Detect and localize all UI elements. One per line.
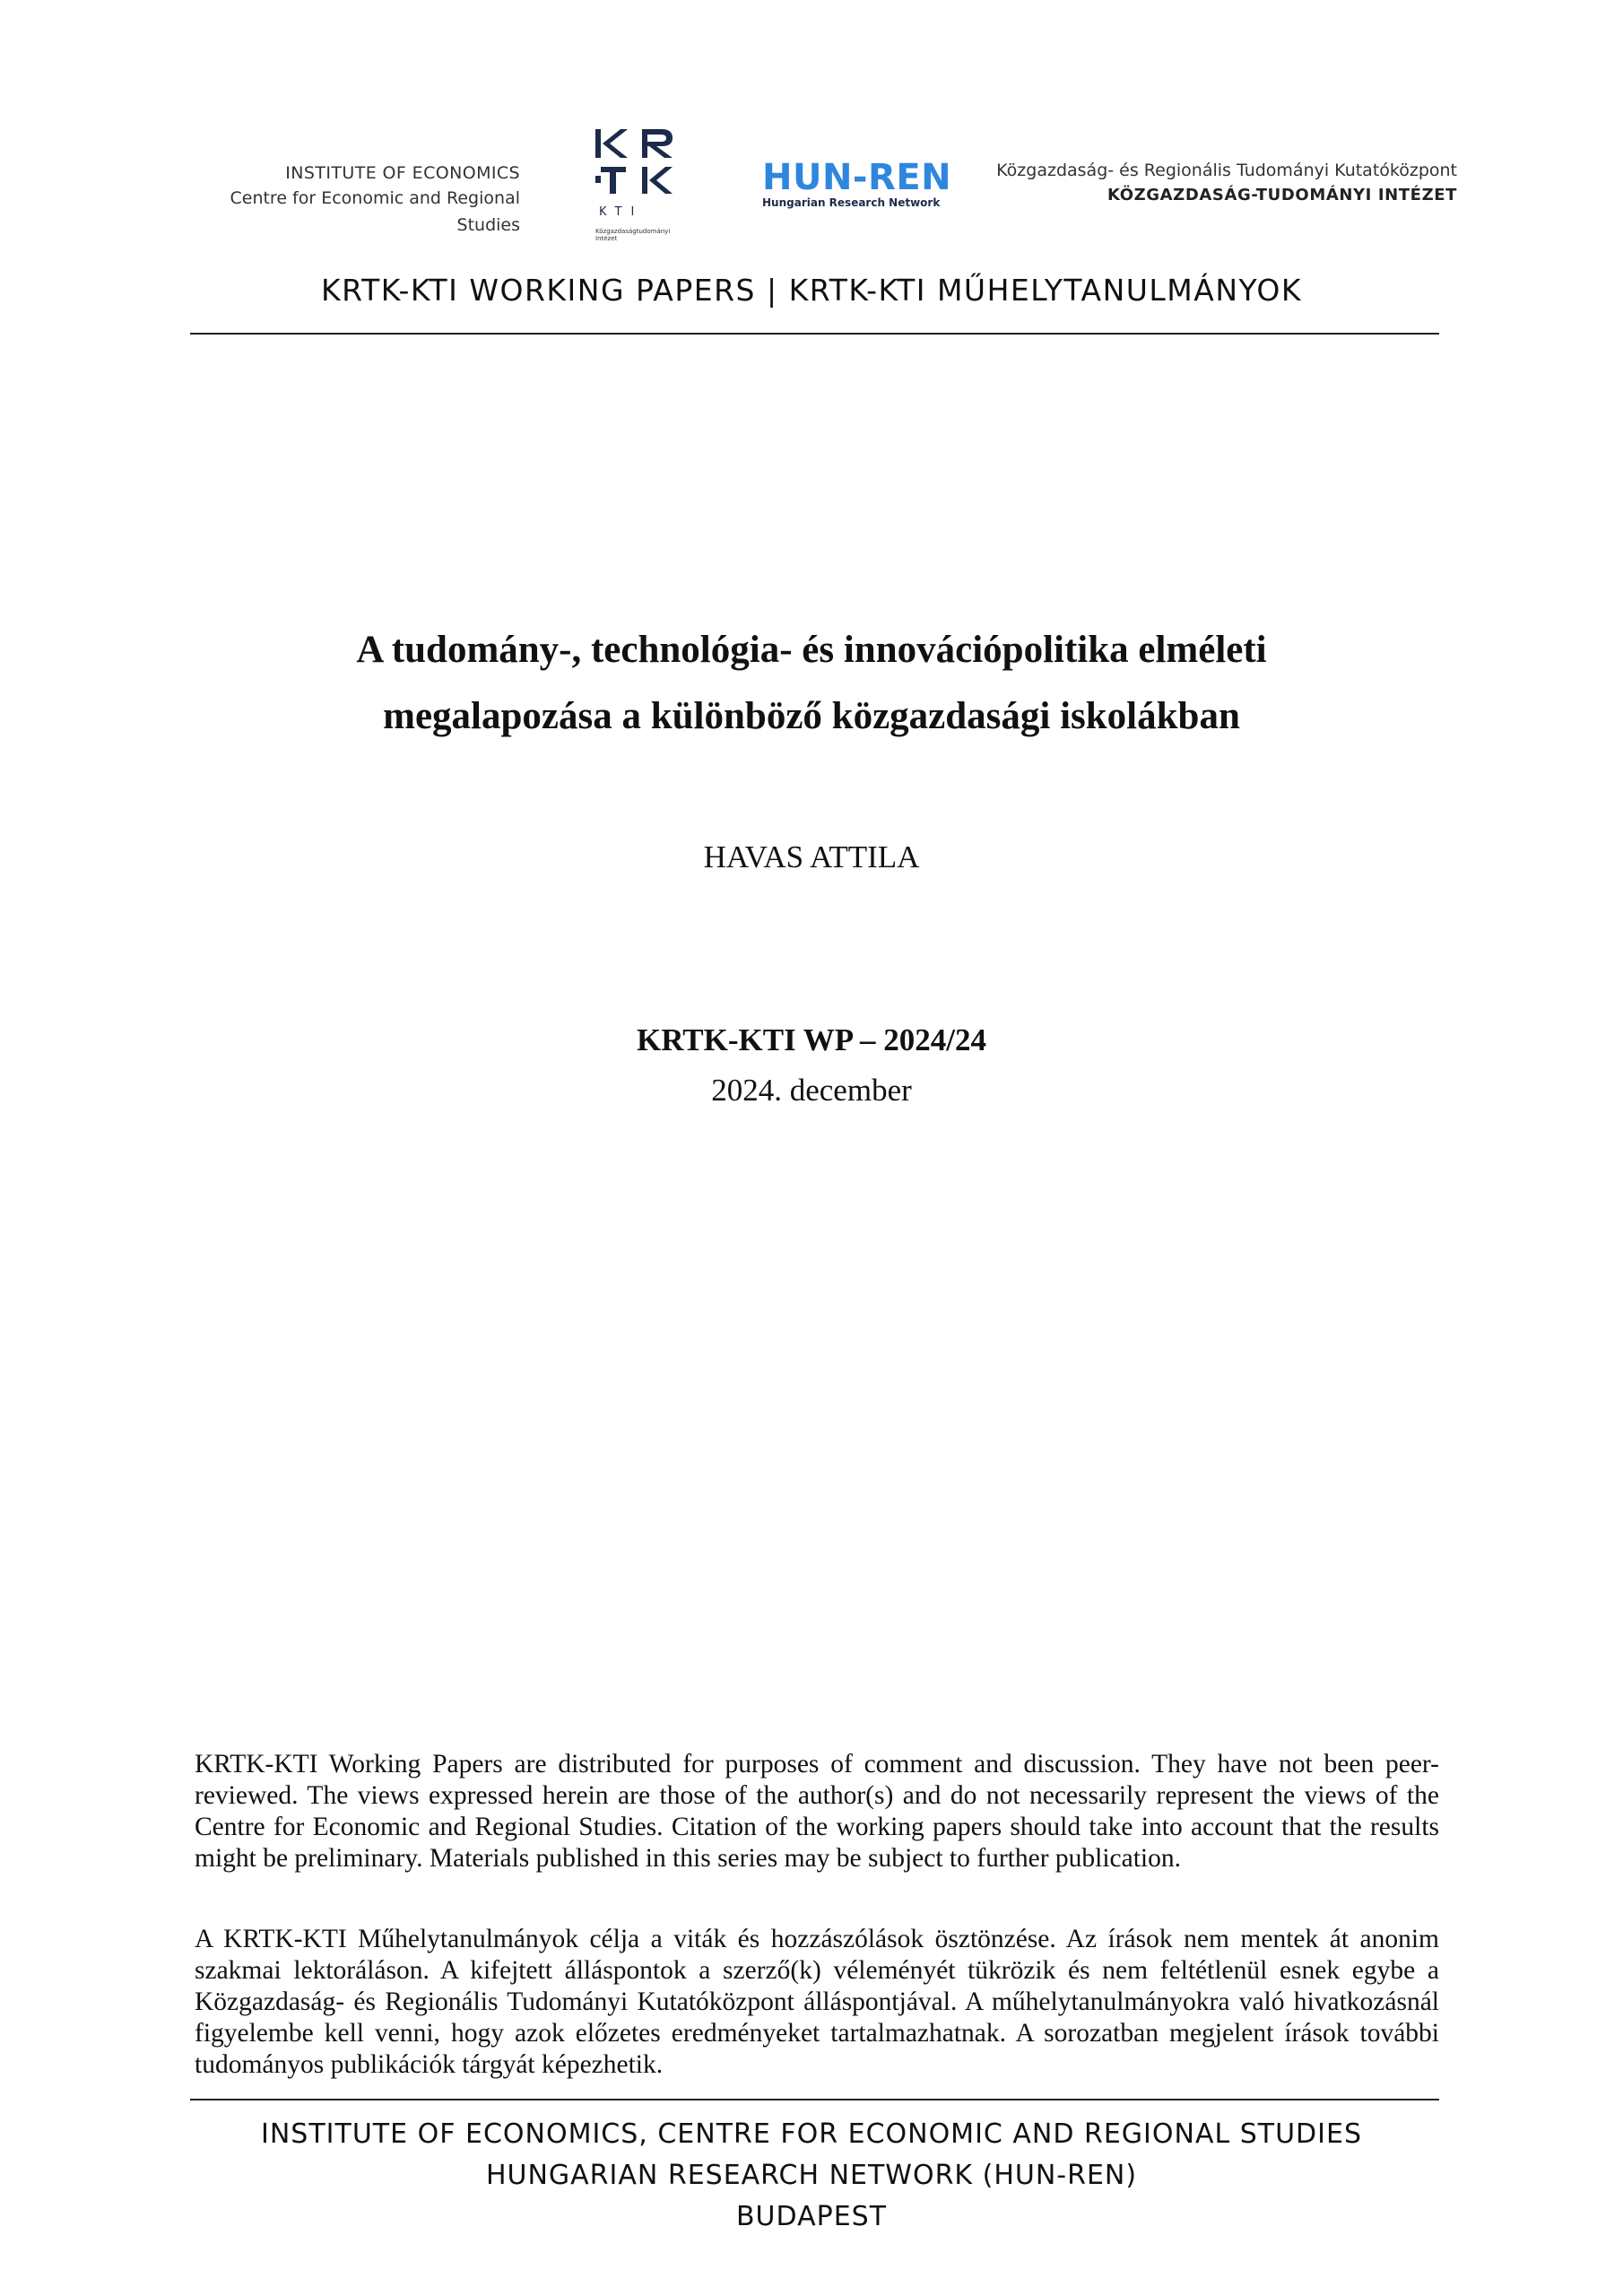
paper-author: HAVAS ATTILA — [703, 839, 920, 874]
footer-divider — [190, 2099, 1439, 2100]
footer-line3: BUDAPEST — [735, 2201, 888, 2232]
kti-logo-line2: KÖZGAZDASÁG-TUDOMÁNYI INTÉZET — [1107, 186, 1457, 204]
footer-line1: INSTITUTE OF ECONOMICS, CENTRE FOR ECONOMIC AND REGIONAL STUDIES — [260, 2118, 1362, 2150]
kti-institute-logo — [968, 158, 1457, 208]
hun-ren-logo-subtitle: Hungarian Research Network — [762, 196, 941, 209]
header-divider — [190, 333, 1439, 335]
working-paper-number: KRTK-KTI WP – 2024/24 — [637, 1022, 986, 1057]
publication-date: 2024. december — [711, 1073, 912, 1108]
krtk-kti-logo — [594, 127, 692, 242]
institute-logo-line2: Centre for Economic and Regional Studies — [230, 188, 520, 235]
disclaimer-hungarian: A KRTK-KTI Műhelytanulmányok célja a viták és hozzászólások ösztönzése. Az írások nem mentek át anonim szakmai lektoráláson. A kifejtett álláspontok a szerző(k) véleményét tükrözik és nem feltétlenül esnek egybe a Közgazdaság- és Regionális Tudományi Kutatóközpont álláspontjával. A műhelytanulmányokra való hivatkozásnál figyelembe kell venni, hogy azok előzetes eredményeket tartalmazhatnak. A sorozatban megjelent írások további tudományos publikációk tárgyát képezhetik. — [195, 1925, 1439, 2079]
footer-line2: HUNGARIAN RESEARCH NETWORK (HUN-REN) — [485, 2160, 1138, 2191]
series-title: KRTK-KTI WORKING PAPERS | KRTK-KTI MŰHELYTANULMÁNYOK — [320, 273, 1303, 308]
paper-title — [135, 617, 1488, 750]
footer — [0, 2114, 1623, 2238]
hun-ren-logo-name: HUN-REN — [762, 157, 952, 198]
hun-ren-logo — [762, 157, 952, 209]
institute-of-economics-logo — [179, 161, 520, 239]
krtk-logo-sub: KTI — [599, 205, 644, 219]
krtk-logo-small-text: Közgazdaságtudományi Intézet — [595, 228, 671, 242]
kti-logo-line1: Közgazdaság- és Regionális Tudományi Kutatóközpont — [996, 161, 1457, 180]
disclaimer-english: KRTK-KTI Working Papers are distributed for purposes of comment and discussion. They have not been peer-reviewed. The views expressed herein are those of the author(s) and do not necessarily represent the views of the Centre for Economic and Regional Studies. Citation of the working papers should take into account that the results might be preliminary. Materials published in this series may be subject to further publication. — [195, 1750, 1439, 1873]
paper-title-line2: megalapozása a különböző közgazdasági iskolákban — [383, 695, 1240, 737]
institute-logo-line1: INSTITUTE OF ECONOMICS — [285, 163, 520, 183]
krtk-logo-mark — [594, 127, 692, 228]
paper-title-line1: A tudomány-, technológia- és innovációpolitika elméleti — [356, 629, 1267, 671]
